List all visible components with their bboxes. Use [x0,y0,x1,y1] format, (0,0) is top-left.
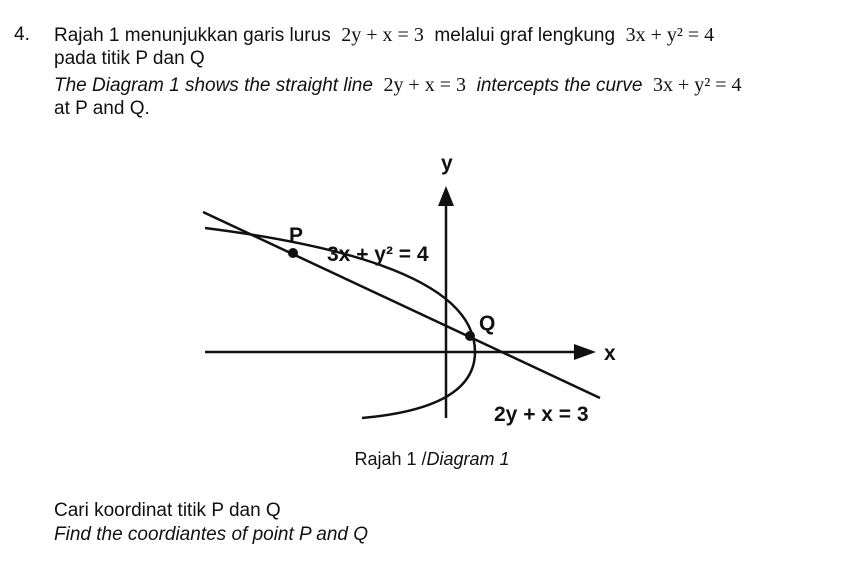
point-p-label: P [289,224,304,247]
prompt-ms: Cari koordinat titik P dan Q [54,500,281,521]
line-equation: 2y + x = 3 [341,24,424,46]
curve-equation-en: 3x + y² = 4 [653,74,742,96]
point-q-label: Q [479,312,496,335]
question-line-2: pada titik P dan Q [54,48,205,69]
question-number: 4. [14,24,30,45]
question-text-en: The Diagram 1 shows the straight line [54,75,373,96]
line-equation-en: 2y + x = 3 [383,74,467,96]
question-text-ms: Rajah 1 menunjukkan garis lurus [54,25,331,46]
y-axis-label: y [441,152,453,175]
caption-ms: Rajah 1 / [354,449,427,469]
straight-line [203,212,600,398]
prompt-en: Find the coordiantes of point P and Q [54,524,369,545]
x-axis-arrow-icon [574,344,596,360]
line-label: 2y + x = 3 [494,403,589,426]
point-p [288,248,298,258]
x-axis-label: x [604,342,616,365]
point-q [465,331,475,341]
curve-equation: 3x + y² = 4 [625,24,715,46]
question-text-ms-mid: melalui graf lengkung [434,25,616,46]
curve-label: 3x + y² = 4 [327,243,429,266]
diagram-caption [0,449,864,470]
y-axis-arrow-icon [438,186,454,206]
caption-en: Diagram 1 [426,449,510,469]
question-line-4: at P and Q. [54,98,150,119]
question-text-en-mid: intercepts the curve [476,75,643,96]
